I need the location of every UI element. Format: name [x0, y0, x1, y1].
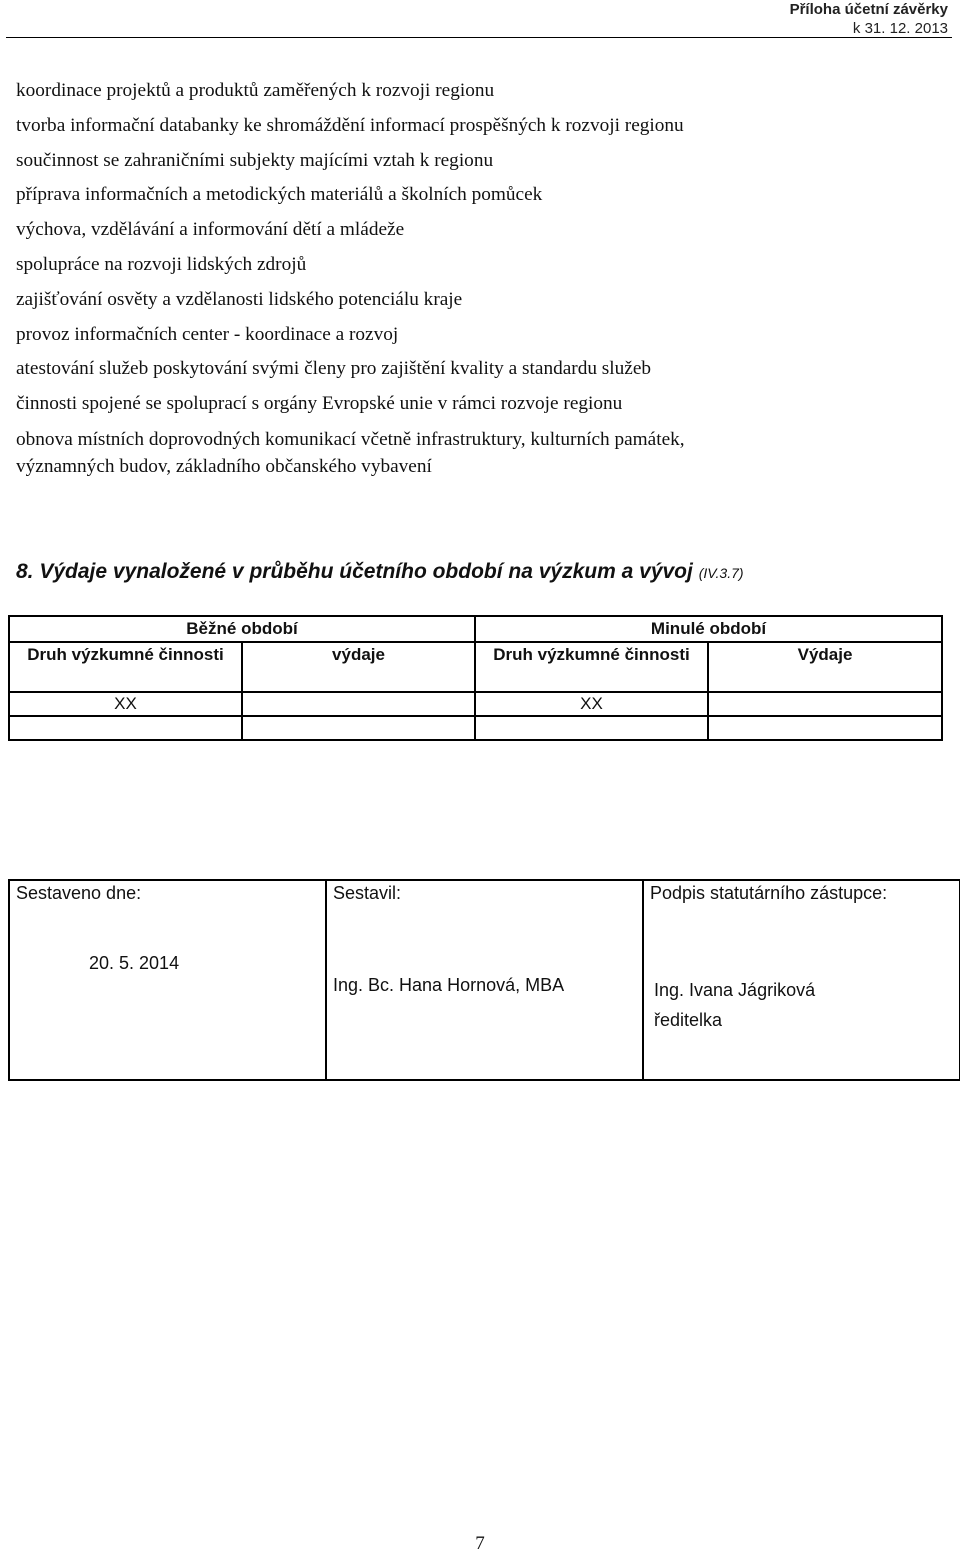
activity-item: činnosti spojené se spoluprací s orgány Evropské unie v rámci rozvoje regionu	[16, 393, 623, 415]
activity-item: zajišťování osvěty a vzdělanosti lidského potenciálu kraje	[16, 288, 463, 310]
prepared-by-label: Sestavil:	[333, 883, 402, 903]
prepared-by-value: Ing. Bc. Hana Hornová, MBA	[333, 975, 565, 995]
activities-list	[16, 74, 916, 480]
prepared-on-cell	[9, 880, 326, 1080]
col-activity-current: Druh výzkumné činnosti	[9, 642, 242, 692]
activity-line: významných budov, základního občanského vybavení	[16, 455, 432, 477]
table-row	[9, 716, 942, 740]
previous-period-header: Minulé období	[475, 616, 942, 642]
header-divider	[6, 37, 952, 38]
table-cell	[242, 692, 475, 716]
activity-item: atestování služeb poskytování svými členy pro zajištění kvality a standardu služeb	[16, 358, 652, 380]
col-activity-previous: Druh výzkumné činnosti	[475, 642, 708, 692]
representative-cell	[643, 880, 960, 1080]
prepared-on-value: 20. 5. 2014	[89, 953, 180, 973]
section-title: 8. Výdaje vynaložené v průběhu účetního období na výzkum a vývoj	[16, 560, 693, 583]
table-cell	[242, 716, 475, 740]
table-cell	[475, 716, 708, 740]
research-expenses-table	[8, 615, 943, 741]
table-cell	[708, 692, 942, 716]
activity-item: koordinace projektů a produktů zaměřených k rozvoji regionu	[16, 80, 495, 101]
section-reference: (IV.3.7)	[698, 565, 744, 581]
current-period-header: Běžné období	[9, 616, 475, 642]
activity-item: příprava informačních a metodických materiálů a školních pomůcek	[16, 184, 543, 206]
table-row	[9, 692, 942, 716]
section-heading	[16, 558, 744, 587]
representative-name: Ing. Ivana Jágriková	[654, 980, 816, 1000]
activity-item: tvorba informační databanky ke shromáždění informací prospěšných k rozvoji regionu	[16, 114, 684, 136]
header-title: Příloha účetní závěrky	[789, 1, 948, 18]
activity-item: výchova, vzdělávání a informování dětí a mládeže	[16, 219, 405, 241]
activity-item-multiline	[16, 426, 916, 480]
signature-table	[8, 879, 960, 1081]
prepared-on-label: Sestaveno dne:	[16, 883, 142, 903]
table-cell: XX	[475, 692, 708, 716]
activity-item: součinnost se zahraničními subjekty majícími vztah k regionu	[16, 149, 494, 171]
col-expense-previous: Výdaje	[708, 642, 942, 692]
header-date: k 31. 12. 2013	[852, 20, 948, 37]
representative-title: ředitelka	[654, 1010, 723, 1030]
page-number: 7	[475, 1533, 485, 1554]
activity-line: obnova místních doprovodných komunikací včetně infrastruktury, kulturních památek,	[16, 428, 685, 450]
representative-label: Podpis statutárního zástupce:	[650, 883, 888, 903]
activity-item: provoz informačních center - koordinace a rozvoj	[16, 323, 399, 345]
table-cell	[708, 716, 942, 740]
table-cell: XX	[9, 692, 242, 716]
prepared-by-cell	[326, 880, 643, 1080]
activity-item: spolupráce na rozvoji lidských zdrojů	[16, 253, 307, 275]
col-expense-current: výdaje	[242, 642, 475, 692]
table-cell	[9, 716, 242, 740]
page-header	[790, 0, 948, 38]
